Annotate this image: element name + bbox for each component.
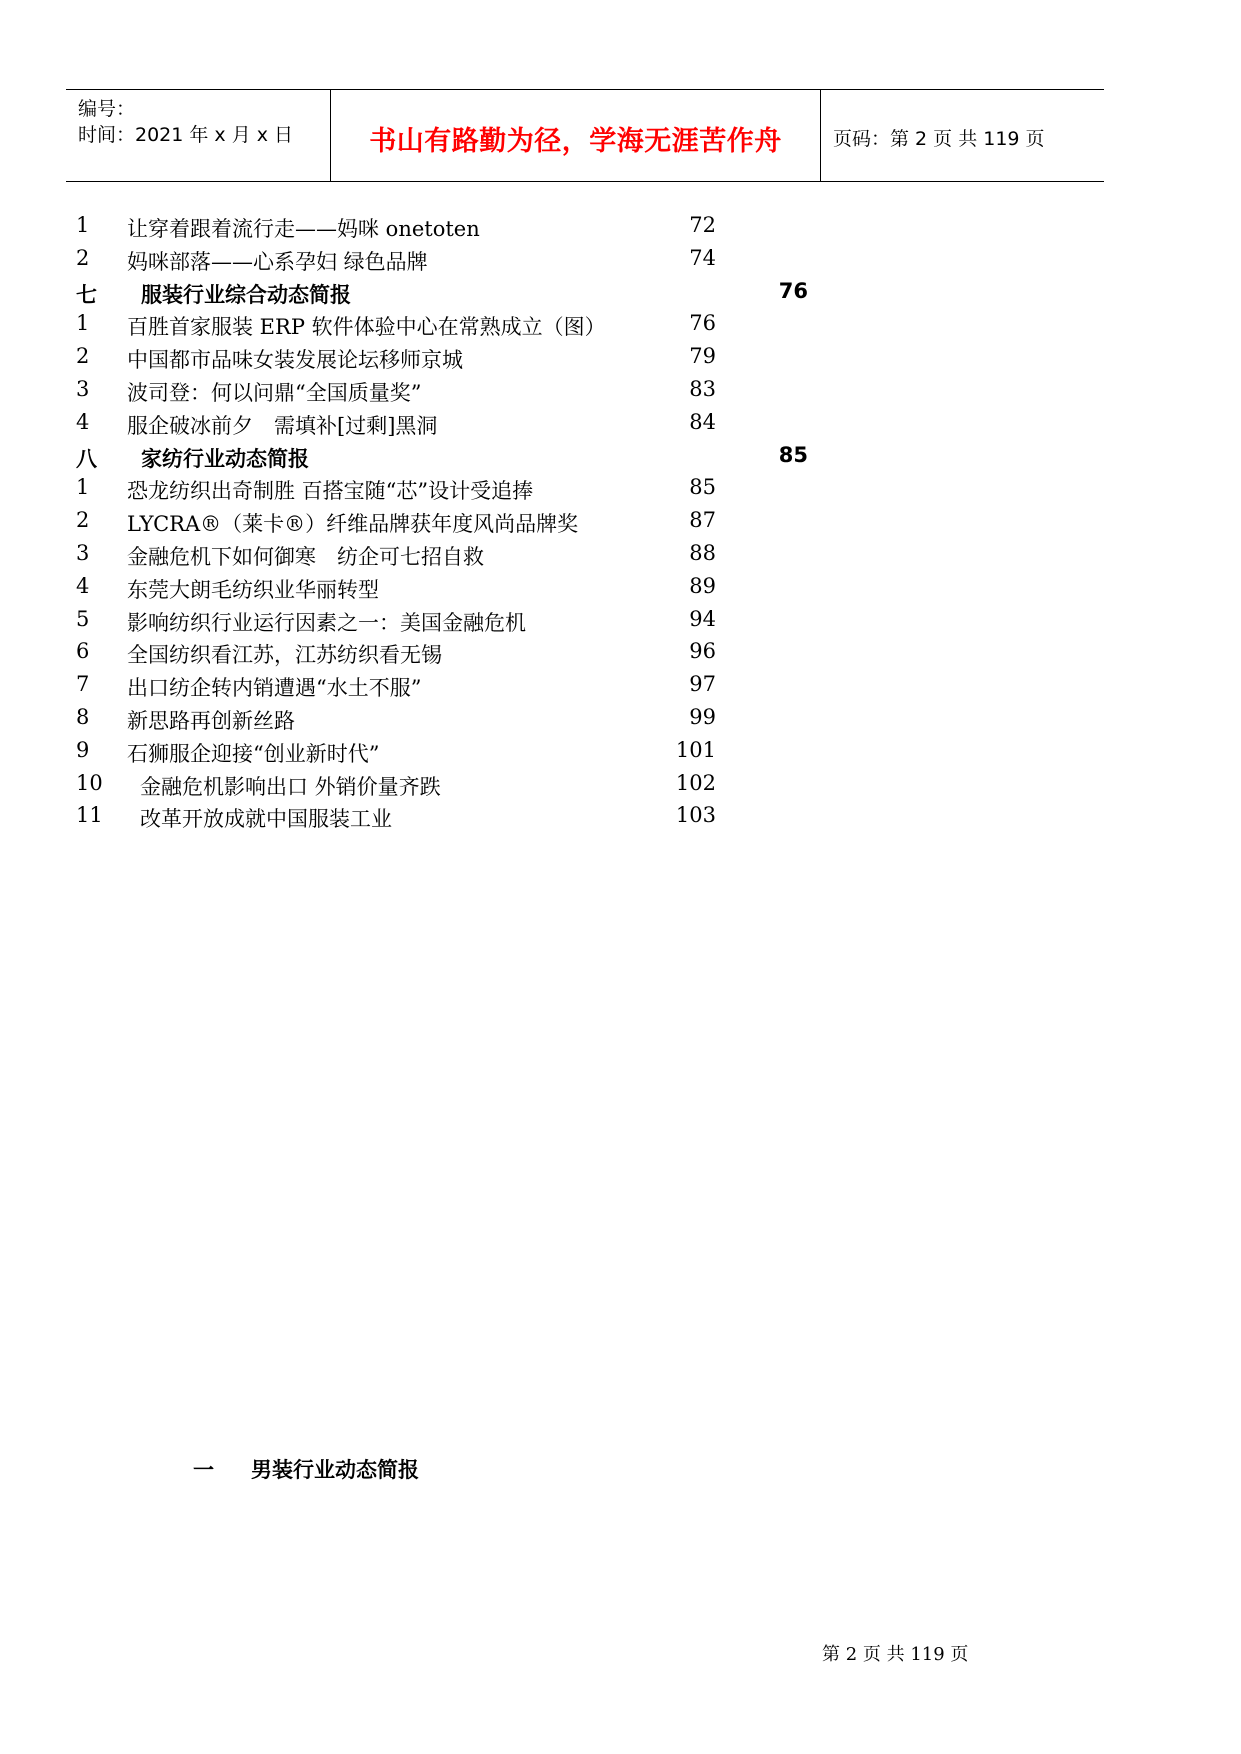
toc-title: 中国都市品味女装发展论坛移师京城	[127, 348, 463, 373]
toc-title: 影响纺织行业运行因素之一：美国金融危机	[127, 610, 526, 635]
toc-number: 11	[76, 803, 103, 828]
toc-title: 家纺行业动态简报	[141, 446, 309, 471]
toc-title: 服装行业综合动态简报	[141, 282, 351, 307]
toc-row[interactable]	[0, 246, 1241, 279]
toc-row[interactable]	[0, 672, 1241, 705]
toc-title: 改革开放成就中国服装工业	[140, 807, 392, 832]
toc-page-number: 72	[689, 213, 716, 237]
toc-row[interactable]	[0, 607, 1241, 640]
toc-row[interactable]	[0, 410, 1241, 443]
toc-title: 石狮服企迎接“创业新时代”	[127, 741, 380, 766]
toc-page-number: 88	[689, 541, 716, 565]
toc-section-row[interactable]	[0, 443, 1241, 476]
page-header	[66, 89, 1104, 182]
toc-row[interactable]	[0, 541, 1241, 574]
toc-number: 9	[76, 737, 90, 762]
toc-row[interactable]	[0, 311, 1241, 344]
toc-title: 恐龙纺织出奇制胜 百搭宝随“芯”设计受追捧	[127, 479, 534, 504]
toc-page-number: 83	[689, 377, 716, 401]
chapter-number: 一	[193, 1458, 214, 1482]
toc-row[interactable]	[0, 213, 1241, 246]
toc-row[interactable]	[0, 574, 1241, 607]
number-label: 编号：	[78, 98, 136, 120]
toc-page-number: 74	[689, 245, 716, 270]
toc-number: 1	[76, 213, 90, 237]
toc-row[interactable]	[0, 508, 1241, 541]
toc-title: 百胜首家服装 ERP 软件体验中心在常熟成立（图）	[127, 315, 606, 340]
toc-page-number: 89	[689, 573, 716, 598]
toc-title: 服企破冰前夕 需填补[过剩]黑洞	[127, 413, 438, 438]
date-label: 时间：2021 年 x 月 x 日	[78, 124, 294, 146]
toc-number: 8	[76, 705, 90, 729]
toc-number: 2	[76, 508, 90, 533]
toc-page-number: 96	[689, 639, 716, 664]
toc-page-number: 85	[778, 442, 808, 467]
page-footer: 第 2 页 共 119 页	[822, 1644, 969, 1665]
toc-row[interactable]	[0, 803, 1241, 836]
toc-number: 3	[76, 541, 90, 565]
toc-number: 1	[76, 475, 90, 500]
toc-title: 东莞大朗毛纺织业华丽转型	[127, 577, 379, 602]
toc-row[interactable]	[0, 705, 1241, 738]
toc-page-number: 76	[689, 311, 716, 336]
header-right-cell	[821, 90, 1104, 181]
toc-page-number: 84	[689, 409, 716, 434]
header-left-cell	[66, 90, 331, 181]
toc-number: 2	[76, 245, 90, 270]
toc-title: 全国纺织看江苏，江苏纺织看无锡	[127, 643, 442, 668]
page-counter: 页码：第 2 页 共 119 页	[833, 128, 1045, 150]
toc-row[interactable]	[0, 344, 1241, 377]
toc-page-number: 97	[689, 672, 716, 697]
toc-title: LYCRA®（莱卡®）纤维品牌获年度风尚品牌奖	[127, 512, 579, 537]
toc-page-number: 101	[675, 737, 716, 762]
toc-title: 让穿着跟着流行走——妈咪 onetoten	[127, 217, 480, 241]
toc-row[interactable]	[0, 377, 1241, 410]
toc-number: 6	[76, 639, 90, 664]
toc-number: 3	[76, 377, 90, 401]
motto-text: 书山有路勤为径，学海无涯苦作舟	[369, 126, 782, 157]
toc-title: 金融危机影响出口 外销价量齐跌	[140, 774, 441, 799]
toc-page-number: 87	[689, 508, 716, 533]
toc-page-number: 99	[689, 705, 716, 729]
toc-row[interactable]	[0, 738, 1241, 771]
toc-number: 七	[76, 282, 97, 307]
toc-number: 5	[76, 606, 90, 631]
toc-page-number: 94	[689, 606, 716, 631]
toc-row[interactable]	[0, 475, 1241, 508]
toc-number: 10	[76, 770, 103, 795]
toc-number: 2	[76, 344, 90, 369]
toc-page-number: 85	[689, 475, 716, 500]
toc-page-number: 102	[675, 770, 716, 795]
toc-row[interactable]	[0, 639, 1241, 672]
toc-title: 金融危机下如何御寒 纺企可七招自救	[127, 545, 484, 569]
toc-page-number: 76	[778, 278, 808, 303]
toc-number: 7	[76, 672, 90, 697]
toc-title: 波司登：何以问鼎“全国质量奖”	[127, 381, 422, 405]
toc-number: 4	[76, 573, 90, 598]
toc-title: 出口纺企转内销遭遇“水土不服”	[127, 676, 422, 701]
toc-number: 4	[76, 409, 90, 434]
toc-number: 1	[76, 311, 90, 336]
toc-title: 新思路再创新丝路	[127, 709, 295, 733]
header-middle-cell	[331, 90, 821, 181]
toc-title: 妈咪部落——心系孕妇 绿色品牌	[127, 249, 428, 274]
toc-page-number: 79	[689, 344, 716, 369]
toc-row[interactable]	[0, 771, 1241, 804]
toc-page-number: 103	[675, 803, 716, 828]
toc-number: 八	[76, 446, 97, 471]
toc-section-row[interactable]	[0, 279, 1241, 312]
chapter-title: 男装行业动态简报	[251, 1458, 419, 1482]
